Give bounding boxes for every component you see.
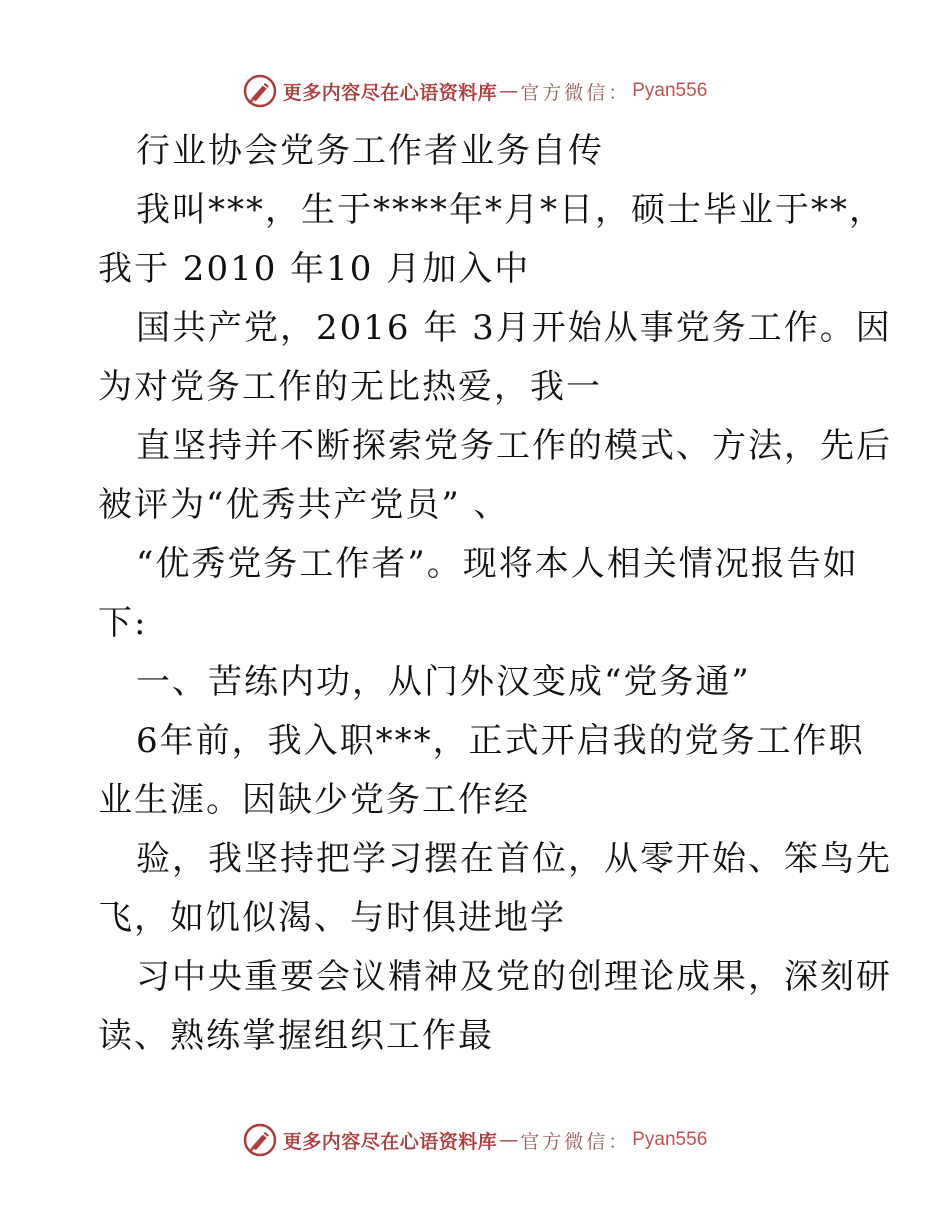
paragraph-line: 下:	[98, 603, 148, 643]
document-title: 行业协会党务工作者业务自传	[136, 131, 604, 171]
paragraph-line: 飞，如饥似渴、与时俱进地学	[98, 898, 566, 938]
watermark-label: 官方微信：	[520, 1130, 631, 1153]
pen-logo-icon	[243, 1123, 277, 1157]
watermark-dash: —	[499, 1129, 519, 1151]
paragraph-line: 直坚持并不断探索党务工作的模式、方法，先后	[136, 426, 892, 466]
paragraph-line: 读、熟练掌握组织工作最	[98, 1016, 494, 1056]
paragraph-line: 验，我坚持把学习摆在首位，从零开始、笨鸟先	[136, 839, 892, 879]
paragraph-line: 我叫***，生于****年*月*日，硕士毕业于**，	[136, 190, 885, 230]
paragraph-line: 被评为“优秀共产党员” 、	[98, 485, 510, 525]
footer-watermark	[0, 1120, 950, 1160]
paragraph-line: 我于 2010 年10 月加入中	[98, 249, 531, 289]
paragraph-line: 为对党务工作的无比热爱，我一	[98, 367, 602, 407]
watermark-text: 更多内容尽在心语资料库	[282, 1130, 498, 1153]
paragraph-line: 习中央重要会议精神及党的创理论成果，深刻研	[136, 957, 892, 997]
paragraph-line: “优秀党务工作者”。现将本人相关情况报告如	[136, 544, 859, 584]
paragraph-line: 6年前，我入职***，正式开启我的党务工作职	[136, 721, 865, 761]
watermark-dash: —	[499, 80, 519, 102]
pen-logo-icon	[243, 74, 277, 108]
paragraph-line: 国共产党，2016 年 3月开始从事党务工作。因	[136, 308, 892, 348]
watermark-id: Pyan556	[632, 1129, 708, 1150]
header-watermark	[0, 71, 950, 111]
watermark-id: Pyan556	[632, 80, 708, 101]
document-body	[98, 122, 892, 1066]
section-heading: 一、苦练内功，从门外汉变成“党务通”	[136, 662, 751, 702]
paragraph-line: 业生涯。因缺少党务工作经	[98, 780, 530, 820]
watermark-text: 更多内容尽在心语资料库	[282, 81, 498, 104]
watermark-label: 官方微信：	[520, 81, 631, 104]
